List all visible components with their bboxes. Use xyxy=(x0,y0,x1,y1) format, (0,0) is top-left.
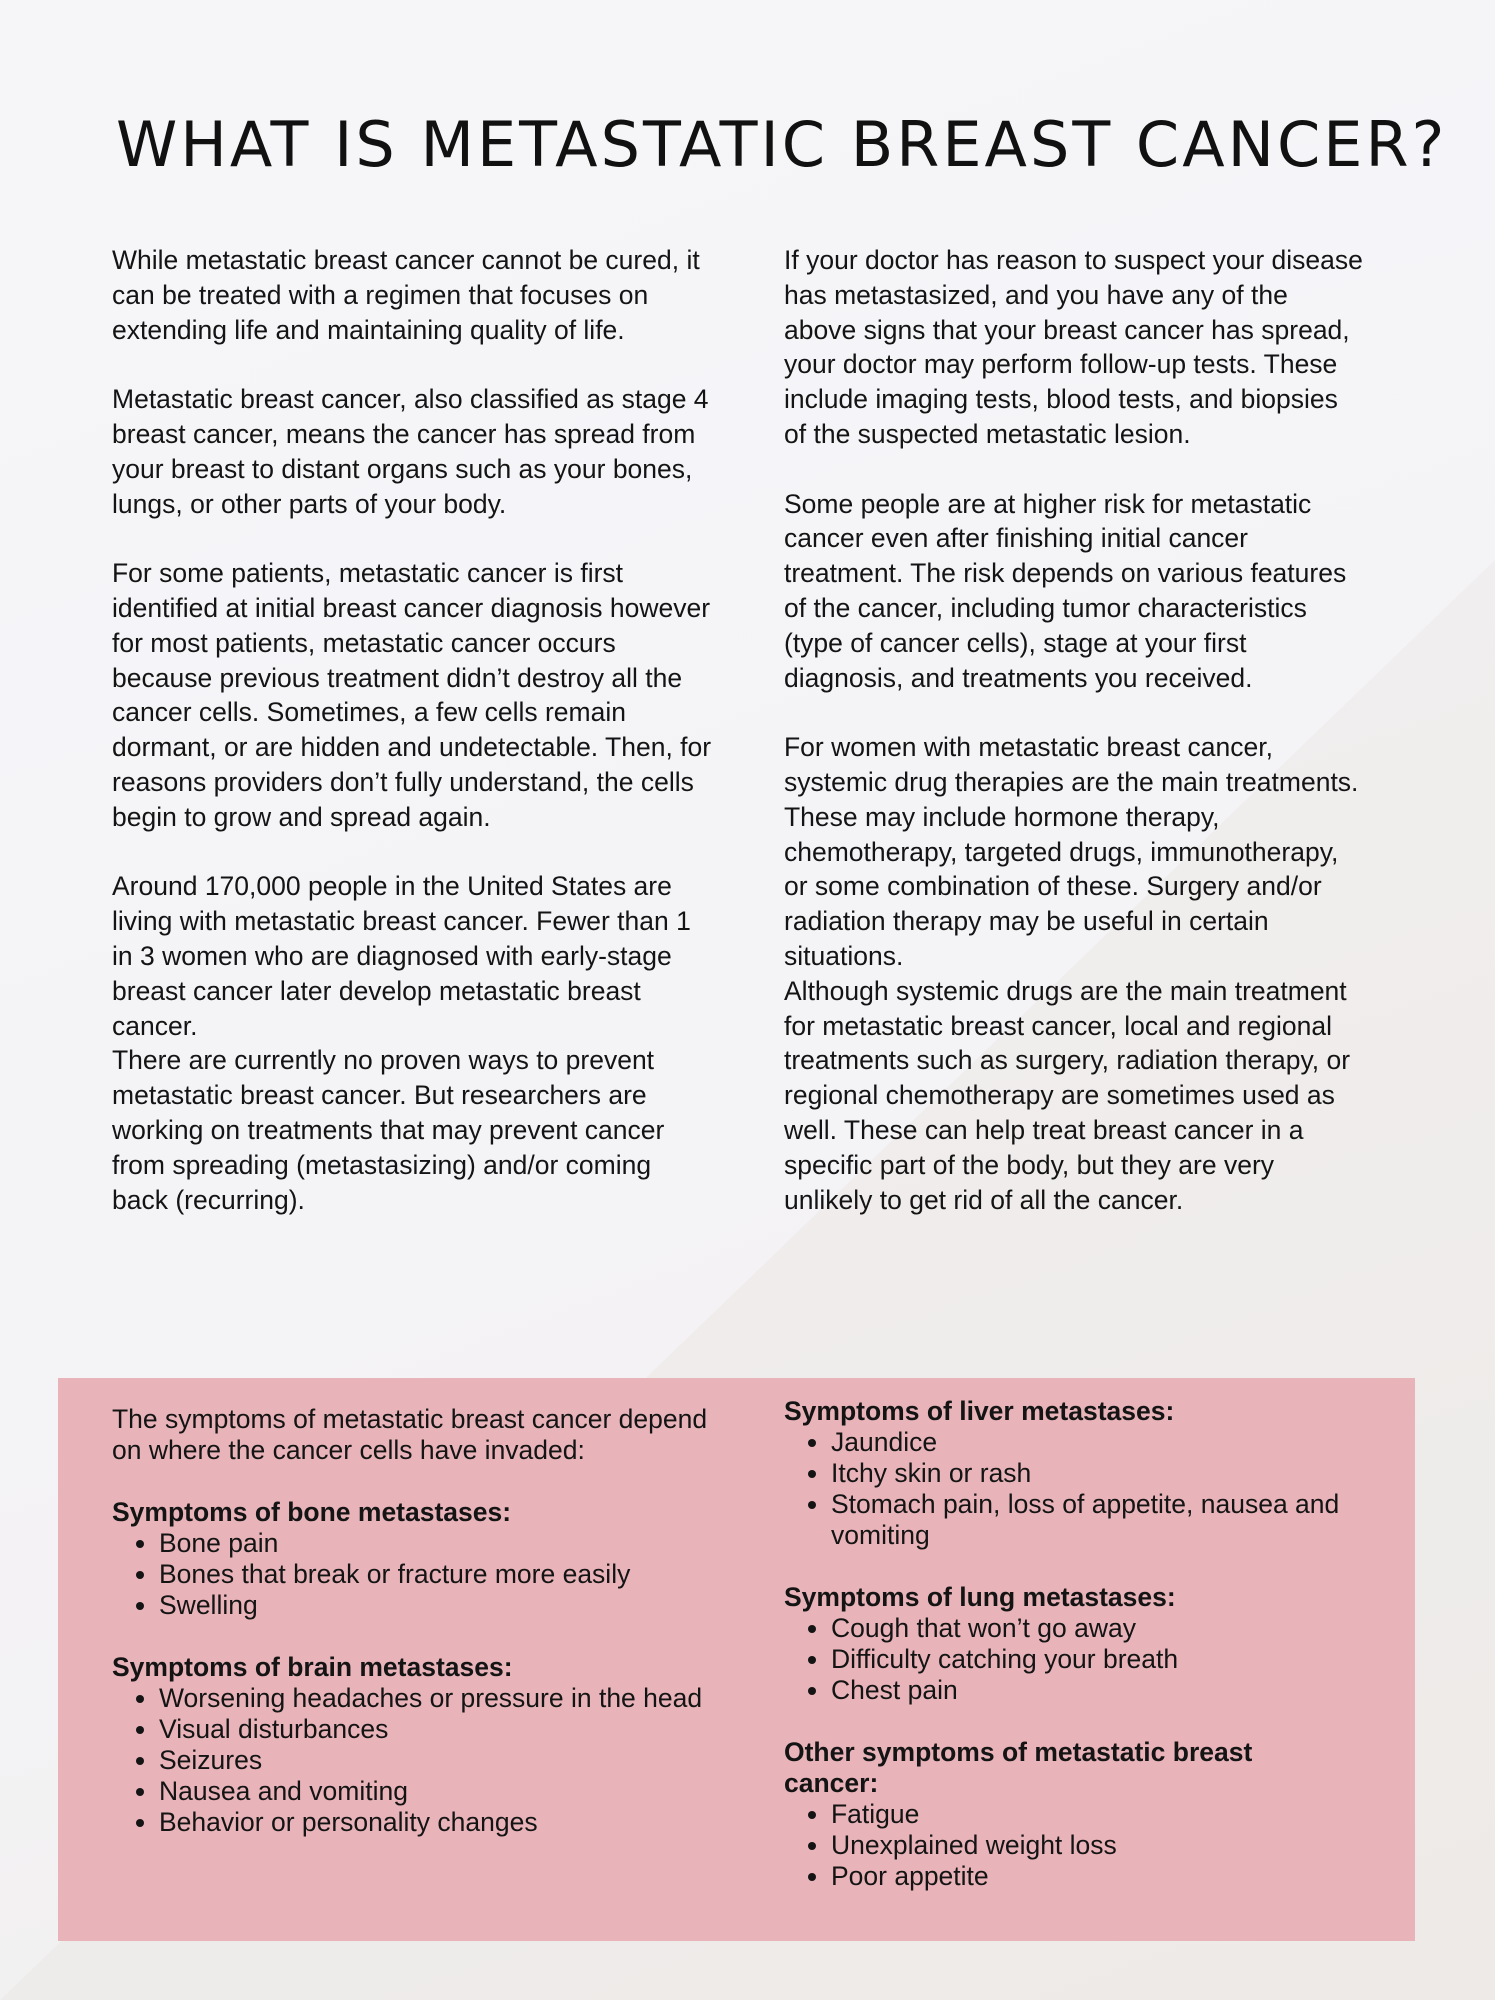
list-item: • Jaundice xyxy=(831,1427,1344,1458)
liver-symptoms-list xyxy=(784,1427,1344,1551)
paragraph: For women with metastatic breast cancer, systemic drug therapies are the main treatments. These may include hormone therapy, chemotherapy, targeted drugs, immunotherapy, or some combination of these. Surgery and/or radiation therapy may be useful in certain situations. xyxy=(784,732,1359,971)
paragraph: Around 170,000 people in the United States are living with metastatic breast cancer. Fewer than 1 in 3 women who are diagnosed with early-stage breast cancer later develop metastatic breast cancer. xyxy=(112,871,691,1041)
lung-symptoms-list xyxy=(784,1613,1344,1706)
list-item: • Difficulty catching your breath xyxy=(831,1644,1344,1675)
brain-symptoms-list xyxy=(112,1683,712,1838)
list-item: • Bone pain xyxy=(159,1528,712,1559)
symptoms-intro: The symptoms of metastatic breast cancer depend on where the cancer cells have invaded: xyxy=(112,1404,708,1465)
list-item: • Poor appetite xyxy=(831,1861,1344,1892)
bone-symptoms-list xyxy=(112,1528,712,1621)
list-item: • Nausea and vomiting xyxy=(159,1776,712,1807)
list-item: • Seizures xyxy=(159,1745,712,1776)
bone-symptoms-heading: Symptoms of bone metastases: xyxy=(112,1497,512,1527)
list-item: • Fatigue xyxy=(831,1799,1344,1830)
list-item: • Chest pain xyxy=(831,1675,1344,1706)
list-item: • Visual disturbances xyxy=(159,1714,712,1745)
paragraph: If your doctor has reason to suspect your disease has metastasized, and you have any of the above signs that your breast cancer has spread, your doctor may perform follow-up tests. These include imaging tests, blood tests, and biopsies of the suspected metastatic lesion. xyxy=(784,245,1363,449)
liver-symptoms-heading: Symptoms of liver metastases: xyxy=(784,1396,1175,1426)
paragraph: While metastatic breast cancer cannot be cured, it can be treated with a regimen that focuses on extending life and maintaining quality of life. xyxy=(112,245,700,345)
symptoms-right-column xyxy=(784,1396,1344,1892)
list-item: • Swelling xyxy=(159,1590,712,1621)
lung-symptoms-heading: Symptoms of lung metastases: xyxy=(784,1582,1176,1612)
page-title: WHAT IS METASTATIC BREAST CANCER? xyxy=(116,108,1448,181)
paragraph: Metastatic breast cancer, also classified as stage 4 breast cancer, means the cancer has spread from your breast to distant organs such as your bones, lungs, or other parts of your body. xyxy=(112,384,709,519)
paragraph: Some people are at higher risk for metastatic cancer even after finishing initial cancer treatment. The risk depends on various features of the cancer, including tumor characteristics (type of cancer cells), stage at your first diagnosis, and treatments you received. xyxy=(784,488,1347,693)
list-item: • Cough that won’t go away xyxy=(831,1613,1344,1644)
left-text-column xyxy=(112,243,712,1217)
list-item: • Behavior or personality changes xyxy=(159,1807,712,1838)
paragraph: There are currently no proven ways to prevent metastatic breast cancer. But researchers are working on treatments that may prevent cancer from spreading (metastasizing) and/or coming back (recurring). xyxy=(112,1045,665,1215)
symptoms-left-column xyxy=(112,1404,712,1838)
other-symptoms-heading: Other symptoms of metastatic breast cancer: xyxy=(784,1737,1253,1798)
paragraph: Although systemic drugs are the main treatment for metastatic breast cancer, local and regional treatments such as surgery, radiation therapy, or regional chemotherapy are sometimes used as well. These can help treat breast cancer in a specific part of the body, but they are very unlikely to get rid of all the cancer. xyxy=(784,975,1351,1215)
other-symptoms-list xyxy=(784,1799,1344,1892)
list-item: • Itchy skin or rash xyxy=(831,1458,1344,1489)
list-item: • Worsening headaches or pressure in the head xyxy=(159,1683,712,1714)
list-item: • Bones that break or fracture more easily xyxy=(159,1559,712,1590)
brain-symptoms-heading: Symptoms of brain metastases: xyxy=(112,1652,513,1682)
right-text-column xyxy=(784,243,1364,1217)
paragraph: For some patients, metastatic cancer is first identified at initial breast cancer diagnosis however for most patients, metastatic cancer occurs because previous treatment didn’t destroy all the cancer cells. Sometimes, a few cells remain dormant, or are hidden and undetectable. Then, for reasons providers don’t fully understand, the cells begin to grow and spread again. xyxy=(112,558,712,832)
list-item: • Unexplained weight loss xyxy=(831,1830,1344,1861)
list-item: • Stomach pain, loss of appetite, nausea and vomiting xyxy=(831,1489,1344,1551)
